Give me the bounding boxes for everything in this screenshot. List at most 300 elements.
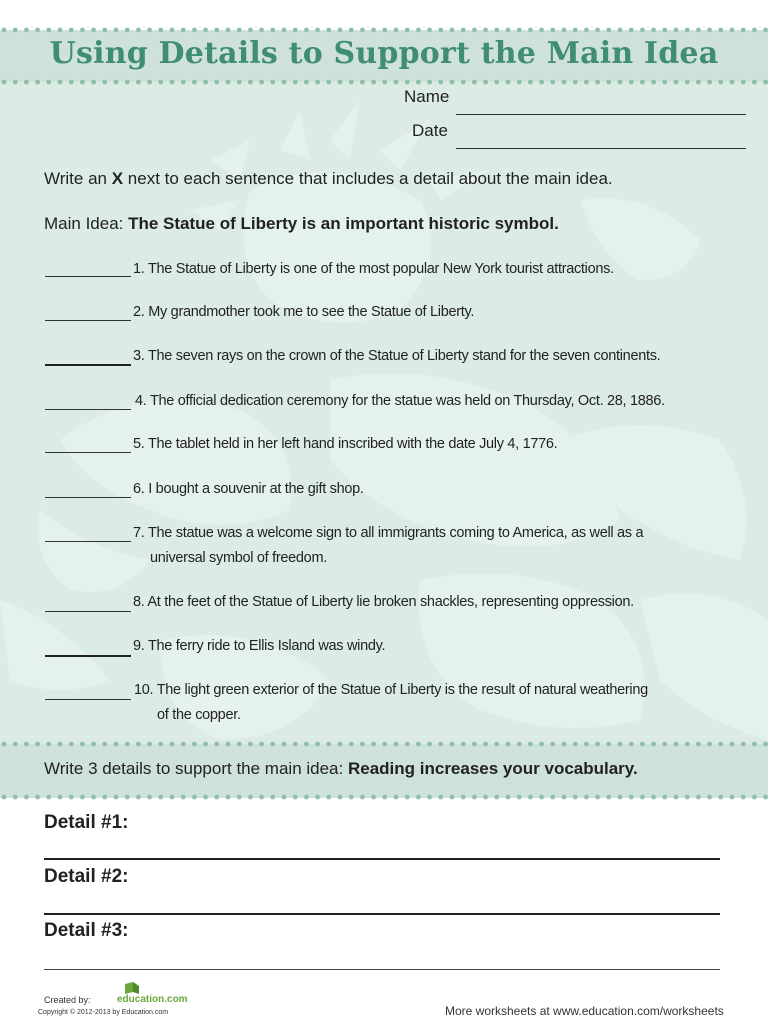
- border-dot: [125, 28, 130, 33]
- border-dot: [528, 795, 533, 800]
- border-dot: [192, 795, 197, 800]
- border-dot: [651, 795, 656, 800]
- border-dot: [394, 742, 399, 747]
- border-dot: [416, 742, 421, 747]
- answer-blank-9[interactable]: [45, 655, 131, 657]
- border-dot: [539, 80, 544, 85]
- border-dot: [24, 80, 29, 85]
- border-dot: [405, 28, 410, 33]
- border-dot: [730, 742, 735, 747]
- border-dot: [304, 28, 309, 33]
- border-dot: [259, 742, 264, 747]
- border-dot: [539, 28, 544, 33]
- border-dot: [315, 28, 320, 33]
- border-dot: [349, 80, 354, 85]
- border-dot: [170, 795, 175, 800]
- border-dot: [371, 795, 376, 800]
- border-dot: [304, 795, 309, 800]
- instructions-suffix: next to each sentence that includes a detail about the main idea.: [123, 169, 613, 188]
- border-dot: [718, 28, 723, 33]
- border-dot: [517, 80, 522, 85]
- border-dot: [606, 80, 611, 85]
- border-dot: [494, 80, 499, 85]
- answer-blank-3[interactable]: [45, 364, 131, 366]
- border-dot: [483, 795, 488, 800]
- border-dot: [483, 80, 488, 85]
- border-dot: [203, 80, 208, 85]
- border-dot: [707, 80, 712, 85]
- border-dot: [181, 80, 186, 85]
- border-dot: [181, 795, 186, 800]
- border-dot: [136, 795, 141, 800]
- border-dot: [573, 80, 578, 85]
- border-dot: [248, 795, 253, 800]
- border-dot: [237, 28, 242, 33]
- border-dot: [618, 795, 623, 800]
- border-dot: [136, 28, 141, 33]
- border-dot: [506, 28, 511, 33]
- border-dot: [349, 795, 354, 800]
- border-dot: [629, 28, 634, 33]
- border-dot: [752, 742, 757, 747]
- main-idea-text: The Statue of Liberty is an important historic symbol.: [128, 214, 559, 233]
- border-dot: [707, 28, 712, 33]
- border-dot: [326, 795, 331, 800]
- border-dot: [584, 795, 589, 800]
- border-dot: [472, 742, 477, 747]
- border-dot: [13, 80, 18, 85]
- border-dot: [203, 742, 208, 747]
- border-dot: [506, 795, 511, 800]
- border-dot: [562, 795, 567, 800]
- border-dot: [573, 742, 578, 747]
- border-dot: [46, 80, 51, 85]
- border-dot: [248, 80, 253, 85]
- border-dot: [282, 742, 287, 747]
- border-dot: [181, 742, 186, 747]
- details-prompt-text: Write 3 details to support the main idea:: [44, 759, 348, 778]
- border-dot: [763, 80, 768, 85]
- border-dot: [69, 795, 74, 800]
- border-dot: [158, 742, 163, 747]
- border-dot: [226, 80, 231, 85]
- border-dot: [629, 742, 634, 747]
- border-dot: [427, 795, 432, 800]
- border-dot: [595, 28, 600, 33]
- border-dot: [450, 795, 455, 800]
- name-field[interactable]: [456, 114, 746, 115]
- border-dot: [741, 742, 746, 747]
- border-dot: [360, 28, 365, 33]
- border-dot: [741, 80, 746, 85]
- border-dot: [718, 80, 723, 85]
- border-dot: [696, 795, 701, 800]
- border-dot: [91, 795, 96, 800]
- border-dot: [214, 80, 219, 85]
- border-dot: [226, 795, 231, 800]
- border-dot: [651, 80, 656, 85]
- border-dot: [416, 795, 421, 800]
- detail-3-line[interactable]: [44, 969, 720, 970]
- border-dot: [730, 795, 735, 800]
- border-dot: [58, 795, 63, 800]
- border-dot: [2, 80, 7, 85]
- list-item-10-line2: of the copper.: [157, 707, 241, 723]
- border-dot: [752, 80, 757, 85]
- border-dot: [349, 742, 354, 747]
- border-dot: [394, 795, 399, 800]
- list-item-3: 3. The seven rays on the crown of the Statue of Liberty stand for the seven continents.: [133, 348, 661, 364]
- border-dot: [326, 742, 331, 747]
- border-dot: [114, 28, 119, 33]
- border-dot: [662, 795, 667, 800]
- border-dot: [550, 795, 555, 800]
- border-dot: [573, 795, 578, 800]
- border-dot: [259, 28, 264, 33]
- border-dot: [517, 795, 522, 800]
- border-dot: [618, 80, 623, 85]
- border-dot: [550, 80, 555, 85]
- dotted-border-band-top: [0, 740, 768, 748]
- created-by-label: Created by:: [44, 995, 91, 1005]
- detail-3-label: Detail #3:: [44, 920, 129, 941]
- border-dot: [214, 742, 219, 747]
- border-dot: [24, 28, 29, 33]
- border-dot: [270, 742, 275, 747]
- list-item-6: 6. I bought a souvenir at the gift shop.: [133, 481, 364, 497]
- border-dot: [248, 28, 253, 33]
- dotted-border-title-bottom: [0, 78, 768, 86]
- border-dot: [147, 80, 152, 85]
- border-dot: [562, 80, 567, 85]
- border-dot: [618, 742, 623, 747]
- border-dot: [763, 28, 768, 33]
- border-dot: [438, 80, 443, 85]
- dotted-border-top: [0, 26, 768, 34]
- answer-blank-6[interactable]: [45, 497, 131, 498]
- name-label: Name: [404, 87, 450, 106]
- border-dot: [438, 742, 443, 747]
- border-dot: [371, 28, 376, 33]
- border-dot: [158, 80, 163, 85]
- border-dot: [640, 742, 645, 747]
- border-dot: [763, 795, 768, 800]
- border-dot: [147, 742, 152, 747]
- border-dot: [752, 795, 757, 800]
- border-dot: [2, 28, 7, 33]
- border-dot: [494, 795, 499, 800]
- border-dot: [730, 80, 735, 85]
- border-dot: [170, 742, 175, 747]
- border-dot: [550, 28, 555, 33]
- border-dot: [685, 742, 690, 747]
- border-dot: [696, 80, 701, 85]
- border-dot: [315, 80, 320, 85]
- border-dot: [550, 742, 555, 747]
- border-dot: [450, 742, 455, 747]
- border-dot: [80, 742, 85, 747]
- border-dot: [472, 795, 477, 800]
- border-dot: [662, 742, 667, 747]
- border-dot: [595, 742, 600, 747]
- border-dot: [338, 795, 343, 800]
- border-dot: [416, 28, 421, 33]
- border-dot: [35, 742, 40, 747]
- instructions-prefix: Write an: [44, 169, 112, 188]
- list-item-7-line2: universal symbol of freedom.: [150, 550, 327, 566]
- detail-2-line[interactable]: [44, 913, 720, 915]
- page-title: Using Details to Support the Main Idea: [49, 36, 719, 71]
- border-dot: [24, 795, 29, 800]
- border-dot: [259, 795, 264, 800]
- border-dot: [528, 742, 533, 747]
- answer-blank-10[interactable]: [45, 699, 131, 700]
- border-dot: [718, 742, 723, 747]
- border-dot: [46, 742, 51, 747]
- border-dot: [606, 742, 611, 747]
- border-dot: [674, 80, 679, 85]
- border-dot: [674, 795, 679, 800]
- border-dot: [58, 742, 63, 747]
- list-item-2: 2. My grandmother took me to see the Statue of Liberty.: [133, 304, 475, 320]
- border-dot: [80, 795, 85, 800]
- border-dot: [494, 742, 499, 747]
- border-dot: [382, 80, 387, 85]
- border-dot: [125, 742, 130, 747]
- border-dot: [69, 742, 74, 747]
- border-dot: [506, 80, 511, 85]
- border-dot: [382, 795, 387, 800]
- border-dot: [438, 795, 443, 800]
- main-idea: [44, 214, 559, 234]
- border-dot: [494, 28, 499, 33]
- border-dot: [125, 795, 130, 800]
- border-dot: [427, 742, 432, 747]
- border-dot: [483, 28, 488, 33]
- more-worksheets-link[interactable]: More worksheets at www.education.com/worksheets: [445, 1004, 724, 1018]
- border-dot: [618, 28, 623, 33]
- detail-1-label: Detail #1:: [44, 812, 129, 833]
- border-dot: [450, 28, 455, 33]
- border-dot: [595, 80, 600, 85]
- border-dot: [147, 28, 152, 33]
- border-dot: [606, 28, 611, 33]
- border-dot: [114, 795, 119, 800]
- answer-blank-1[interactable]: [45, 276, 131, 277]
- border-dot: [293, 795, 298, 800]
- main-idea-label: Main Idea:: [44, 214, 129, 233]
- border-dot: [58, 28, 63, 33]
- border-dot: [80, 28, 85, 33]
- border-dot: [293, 80, 298, 85]
- border-dot: [696, 28, 701, 33]
- answer-blank-7[interactable]: [45, 541, 131, 542]
- border-dot: [640, 795, 645, 800]
- border-dot: [629, 795, 634, 800]
- border-dot: [573, 28, 578, 33]
- border-dot: [685, 795, 690, 800]
- border-dot: [718, 795, 723, 800]
- border-dot: [752, 28, 757, 33]
- border-dot: [707, 742, 712, 747]
- list-item-5: 5. The tablet held in her left hand inscribed with the date July 4, 1776.: [133, 436, 558, 452]
- border-dot: [595, 795, 600, 800]
- instructions-x: X: [111, 169, 124, 188]
- border-dot: [539, 795, 544, 800]
- border-dot: [405, 80, 410, 85]
- detail-1-line[interactable]: [44, 858, 720, 860]
- border-dot: [114, 80, 119, 85]
- border-dot: [282, 28, 287, 33]
- border-dot: [584, 28, 589, 33]
- border-dot: [584, 80, 589, 85]
- list-item-8: 8. At the feet of the Statue of Liberty lie broken shackles, representing oppression.: [133, 594, 634, 610]
- answer-blank-8[interactable]: [45, 611, 131, 612]
- date-field[interactable]: [456, 148, 746, 149]
- border-dot: [685, 80, 690, 85]
- border-dot: [326, 80, 331, 85]
- border-dot: [270, 28, 275, 33]
- border-dot: [170, 80, 175, 85]
- list-item-7-line1: 7. The statue was a welcome sign to all immigrants coming to America, as well as a: [133, 525, 644, 541]
- border-dot: [270, 795, 275, 800]
- border-dot: [674, 742, 679, 747]
- border-dot: [629, 80, 634, 85]
- border-dot: [517, 28, 522, 33]
- border-dot: [427, 80, 432, 85]
- border-dot: [326, 28, 331, 33]
- border-dot: [13, 795, 18, 800]
- border-dot: [282, 795, 287, 800]
- border-dot: [472, 28, 477, 33]
- border-dot: [674, 28, 679, 33]
- education-logo-text: education.com: [117, 994, 188, 1005]
- details-main-idea: Reading increases your vocabulary.: [347, 759, 638, 778]
- border-dot: [461, 795, 466, 800]
- list-item-7: [133, 521, 733, 571]
- border-dot: [147, 795, 152, 800]
- border-dot: [270, 80, 275, 85]
- border-dot: [371, 80, 376, 85]
- border-dot: [730, 28, 735, 33]
- border-dot: [506, 742, 511, 747]
- border-dot: [102, 80, 107, 85]
- border-dot: [237, 80, 242, 85]
- border-dot: [46, 795, 51, 800]
- border-dot: [114, 742, 119, 747]
- border-dot: [349, 28, 354, 33]
- border-dot: [517, 742, 522, 747]
- border-dot: [584, 742, 589, 747]
- border-dot: [394, 28, 399, 33]
- border-dot: [35, 795, 40, 800]
- border-dot: [651, 742, 656, 747]
- border-dot: [450, 80, 455, 85]
- border-dot: [192, 742, 197, 747]
- border-dot: [360, 742, 365, 747]
- border-dot: [237, 795, 242, 800]
- border-dot: [13, 28, 18, 33]
- border-dot: [528, 28, 533, 33]
- border-dot: [248, 742, 253, 747]
- answer-blank-4[interactable]: [45, 409, 131, 410]
- instructions: [44, 169, 613, 189]
- border-dot: [304, 742, 309, 747]
- border-dot: [707, 795, 712, 800]
- border-dot: [405, 742, 410, 747]
- border-dot: [192, 80, 197, 85]
- border-dot: [382, 28, 387, 33]
- border-dot: [69, 80, 74, 85]
- border-dot: [170, 28, 175, 33]
- border-dot: [338, 80, 343, 85]
- border-dot: [461, 80, 466, 85]
- border-dot: [226, 742, 231, 747]
- border-dot: [338, 28, 343, 33]
- details-prompt: [44, 759, 638, 779]
- border-dot: [528, 80, 533, 85]
- date-label: Date: [412, 121, 448, 140]
- list-item-1: 1. The Statue of Liberty is one of the most popular New York tourist attractions.: [133, 261, 614, 277]
- detail-2-label: Detail #2:: [44, 866, 129, 887]
- border-dot: [91, 742, 96, 747]
- border-dot: [192, 28, 197, 33]
- border-dot: [91, 80, 96, 85]
- border-dot: [2, 742, 7, 747]
- border-dot: [651, 28, 656, 33]
- border-dot: [203, 795, 208, 800]
- border-dot: [315, 795, 320, 800]
- border-dot: [91, 28, 96, 33]
- border-dot: [640, 28, 645, 33]
- border-dot: [304, 80, 309, 85]
- border-dot: [237, 742, 242, 747]
- copyright: Copyright © 2012-2013 by Education.com: [38, 1009, 169, 1016]
- border-dot: [382, 742, 387, 747]
- answer-blank-2[interactable]: [45, 320, 131, 321]
- border-dot: [214, 795, 219, 800]
- border-dot: [102, 795, 107, 800]
- border-dot: [741, 795, 746, 800]
- border-dot: [315, 742, 320, 747]
- border-dot: [640, 80, 645, 85]
- border-dot: [606, 795, 611, 800]
- border-dot: [427, 28, 432, 33]
- border-dot: [416, 80, 421, 85]
- border-dot: [203, 28, 208, 33]
- border-dot: [562, 28, 567, 33]
- border-dot: [136, 742, 141, 747]
- border-dot: [136, 80, 141, 85]
- border-dot: [472, 80, 477, 85]
- border-dot: [394, 80, 399, 85]
- list-item-4: 4. The official dedication ceremony for the statue was held on Thursday, Oct. 28, 1886.: [135, 393, 665, 409]
- border-dot: [662, 80, 667, 85]
- border-dot: [696, 742, 701, 747]
- border-dot: [662, 28, 667, 33]
- answer-blank-5[interactable]: [45, 452, 131, 453]
- border-dot: [13, 742, 18, 747]
- border-dot: [360, 80, 365, 85]
- border-dot: [69, 28, 74, 33]
- list-item-10: [134, 678, 734, 728]
- border-dot: [461, 28, 466, 33]
- border-dot: [158, 28, 163, 33]
- border-dot: [438, 28, 443, 33]
- border-dot: [35, 28, 40, 33]
- border-dot: [763, 742, 768, 747]
- list-item-10-line1: 10. The light green exterior of the Statue of Liberty is the result of natural weathering: [134, 682, 648, 698]
